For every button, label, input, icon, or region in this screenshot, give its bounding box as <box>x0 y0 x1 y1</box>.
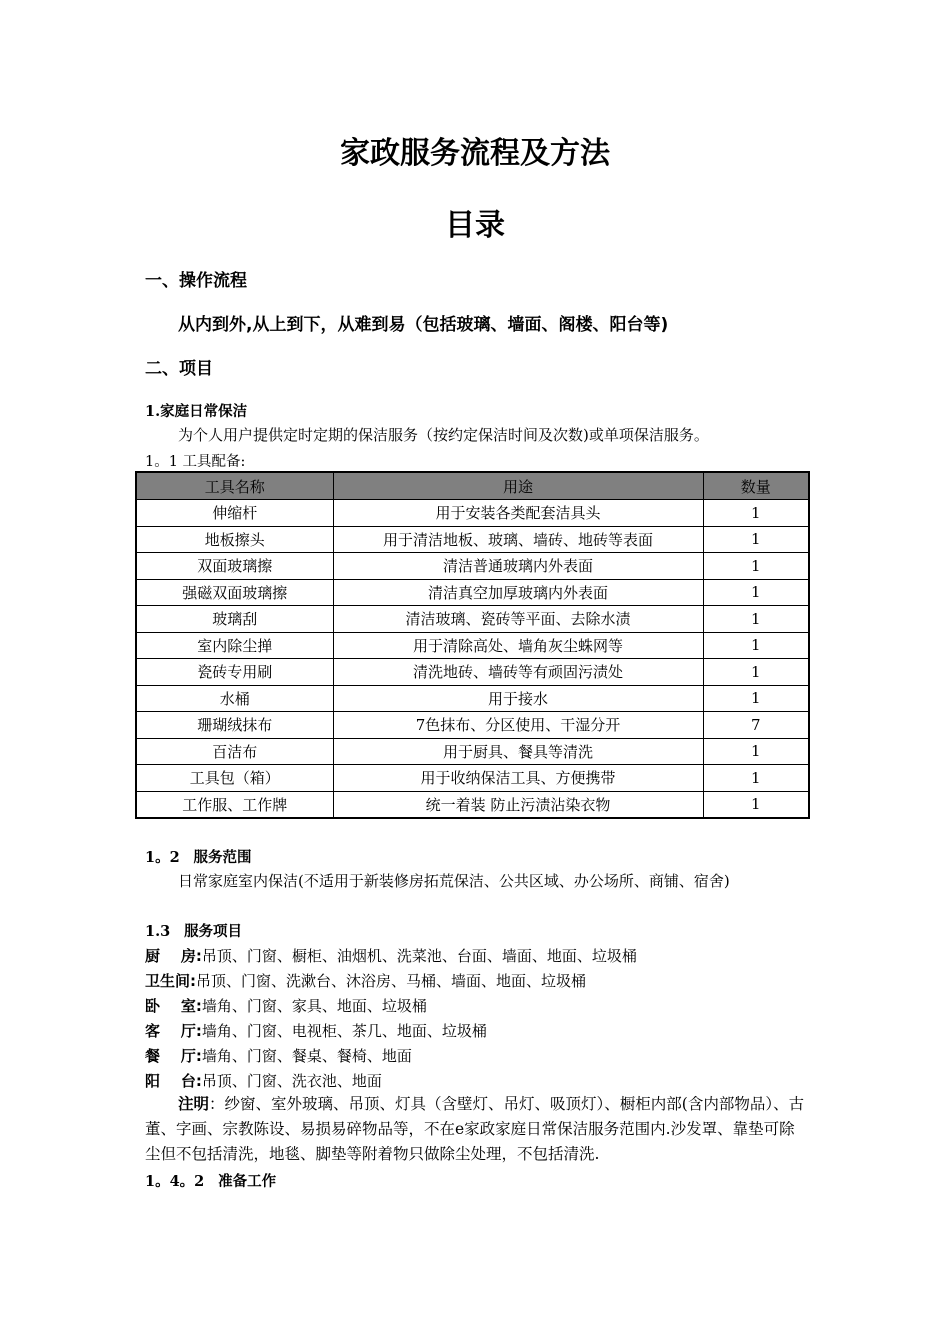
tool-use-cell: 用于安装各类配套洁具头 <box>333 500 703 527</box>
tool-qty-cell: 1 <box>703 526 809 553</box>
tool-name-cell: 工作服、工作牌 <box>136 791 333 818</box>
exclusion-note <box>145 1092 807 1167</box>
room-label: 餐 厅: <box>145 1047 202 1065</box>
tool-name-cell: 室内除尘掸 <box>136 632 333 659</box>
room-label: 卧 室: <box>145 997 202 1015</box>
tool-qty-cell: 1 <box>703 659 809 686</box>
table-row <box>136 765 809 792</box>
items-heading <box>145 920 242 941</box>
tool-qty-cell: 1 <box>703 606 809 633</box>
toc-title: 目录 <box>445 208 505 243</box>
subsection-heading-daily-cleaning: 1.家庭日常保洁 <box>145 403 248 420</box>
table-row <box>136 526 809 553</box>
tool-name-cell: 伸缩杆 <box>136 500 333 527</box>
room-line-bathroom <box>145 970 586 991</box>
room-label: 厨 房: <box>145 947 202 965</box>
items-heading-text: 服务项目 <box>184 924 243 940</box>
tool-use-cell: 清洁真空加厚玻璃内外表面 <box>333 579 703 606</box>
tool-qty-cell: 1 <box>703 765 809 792</box>
room-items: 墙角、门窗、餐桌、餐椅、地面 <box>201 1047 412 1065</box>
table-row <box>136 500 809 527</box>
note-text: ：纱窗、室外玻璃、吊顶、灯具（含壁灯、吊灯、吸顶灯）、橱柜内部(含内部物品）、古董、字画、宗教陈设、易损易碎物品等，不在e家政家庭日常保洁服务范围内.沙发罩、靠垫可除尘但不包括清洗，地毯、脚垫等附着物只做除尘处理，不包括清洗. <box>145 1095 805 1163</box>
tool-qty-cell: 1 <box>703 738 809 765</box>
room-line-kitchen <box>145 945 637 966</box>
tool-use-cell: 清洗地砖、墙砖等有顽固污渍处 <box>333 659 703 686</box>
prep-heading-text: 准备工作 <box>218 1174 277 1190</box>
column-header: 工具名称 <box>136 472 333 500</box>
prep-heading-number: 1。4。2 <box>145 1173 205 1190</box>
tool-use-cell: 用于清洁地板、玻璃、墙砖、地砖等表面 <box>333 526 703 553</box>
column-header: 数量 <box>703 472 809 500</box>
tool-name-cell: 珊瑚绒抹布 <box>136 712 333 739</box>
column-header: 用途 <box>333 472 703 500</box>
table-row <box>136 791 809 818</box>
items-heading-number: 1.3 <box>145 923 171 940</box>
room-label: 阳 台: <box>145 1072 202 1090</box>
tool-qty-cell: 7 <box>703 712 809 739</box>
scope-heading-number: 1。2 <box>145 849 180 866</box>
room-line-living-room <box>145 1020 487 1041</box>
tool-name-cell: 双面玻璃擦 <box>136 553 333 580</box>
tool-use-cell: 清洁玻璃、瓷砖等平面、去除水渍 <box>333 606 703 633</box>
tools-heading: 1。1 工具配备: <box>145 454 246 470</box>
room-items: 吊顶、门窗、洗衣池、地面 <box>201 1072 382 1090</box>
tool-name-cell: 玻璃刮 <box>136 606 333 633</box>
scope-text: 日常家庭室内保洁(不适用于新装修房拓荒保洁、公共区域、办公场所、商铺、宿舍) <box>178 872 730 890</box>
table-row <box>136 685 809 712</box>
tool-qty-cell: 1 <box>703 500 809 527</box>
tool-use-cell: 用于厨具、餐具等清洗 <box>333 738 703 765</box>
tool-qty-cell: 1 <box>703 685 809 712</box>
room-items: 墙角、门窗、家具、地面、垃圾桶 <box>201 997 427 1015</box>
tool-qty-cell: 1 <box>703 791 809 818</box>
room-line-balcony <box>145 1070 382 1091</box>
tool-name-cell: 水桶 <box>136 685 333 712</box>
note-label: 注明 <box>178 1095 210 1113</box>
tool-name-cell: 瓷砖专用刷 <box>136 659 333 686</box>
table-row <box>136 553 809 580</box>
tool-qty-cell: 1 <box>703 553 809 580</box>
room-label: 客 厅: <box>145 1022 202 1040</box>
tool-use-cell: 用于清除高处、墙角灰尘蛛网等 <box>333 632 703 659</box>
tool-use-cell: 用于接水 <box>333 685 703 712</box>
table-row <box>136 659 809 686</box>
tool-name-cell: 百洁布 <box>136 738 333 765</box>
room-items: 吊顶、门窗、洗漱台、沐浴房、马桶、墙面、地面、垃圾桶 <box>196 972 587 990</box>
table-row <box>136 606 809 633</box>
room-label: 卫生间: <box>145 972 196 990</box>
prep-heading <box>145 1170 276 1191</box>
table-row <box>136 632 809 659</box>
scope-heading-text: 服务范围 <box>193 850 252 866</box>
tool-use-cell: 7色抹布、分区使用、干湿分开 <box>333 712 703 739</box>
daily-cleaning-intro: 为个人用户提供定时定期的保洁服务（按约定保洁时间及次数)或单项保洁服务。 <box>178 426 709 444</box>
room-items: 墙角、门窗、电视柜、茶几、地面、垃圾桶 <box>201 1022 487 1040</box>
room-items: 吊顶、门窗、橱柜、油烟机、洗菜池、台面、墙面、地面、垃圾桶 <box>201 947 637 965</box>
table-row <box>136 712 809 739</box>
section-heading-process: 一、操作流程 <box>145 271 247 291</box>
tool-name-cell: 地板擦头 <box>136 526 333 553</box>
tool-qty-cell: 1 <box>703 579 809 606</box>
tool-use-cell: 用于收纳保洁工具、方便携带 <box>333 765 703 792</box>
scope-heading <box>145 846 252 867</box>
table-row <box>136 738 809 765</box>
tool-name-cell: 强磁双面玻璃擦 <box>136 579 333 606</box>
process-principle: 从内到外,从上到下，从难到易（包括玻璃、墙面、阁楼、阳台等) <box>178 315 669 335</box>
table-header-row <box>136 472 809 500</box>
tool-use-cell: 统一着装 防止污渍沾染衣物 <box>333 791 703 818</box>
room-line-dining-room <box>145 1045 412 1066</box>
room-line-bedroom <box>145 995 427 1016</box>
document-title: 家政服务流程及方法 <box>340 136 610 171</box>
tool-name-cell: 工具包（箱） <box>136 765 333 792</box>
table-row <box>136 579 809 606</box>
tools-table <box>135 471 810 819</box>
tool-use-cell: 清洁普通玻璃内外表面 <box>333 553 703 580</box>
section-heading-items: 二、项目 <box>145 359 213 379</box>
tool-qty-cell: 1 <box>703 632 809 659</box>
